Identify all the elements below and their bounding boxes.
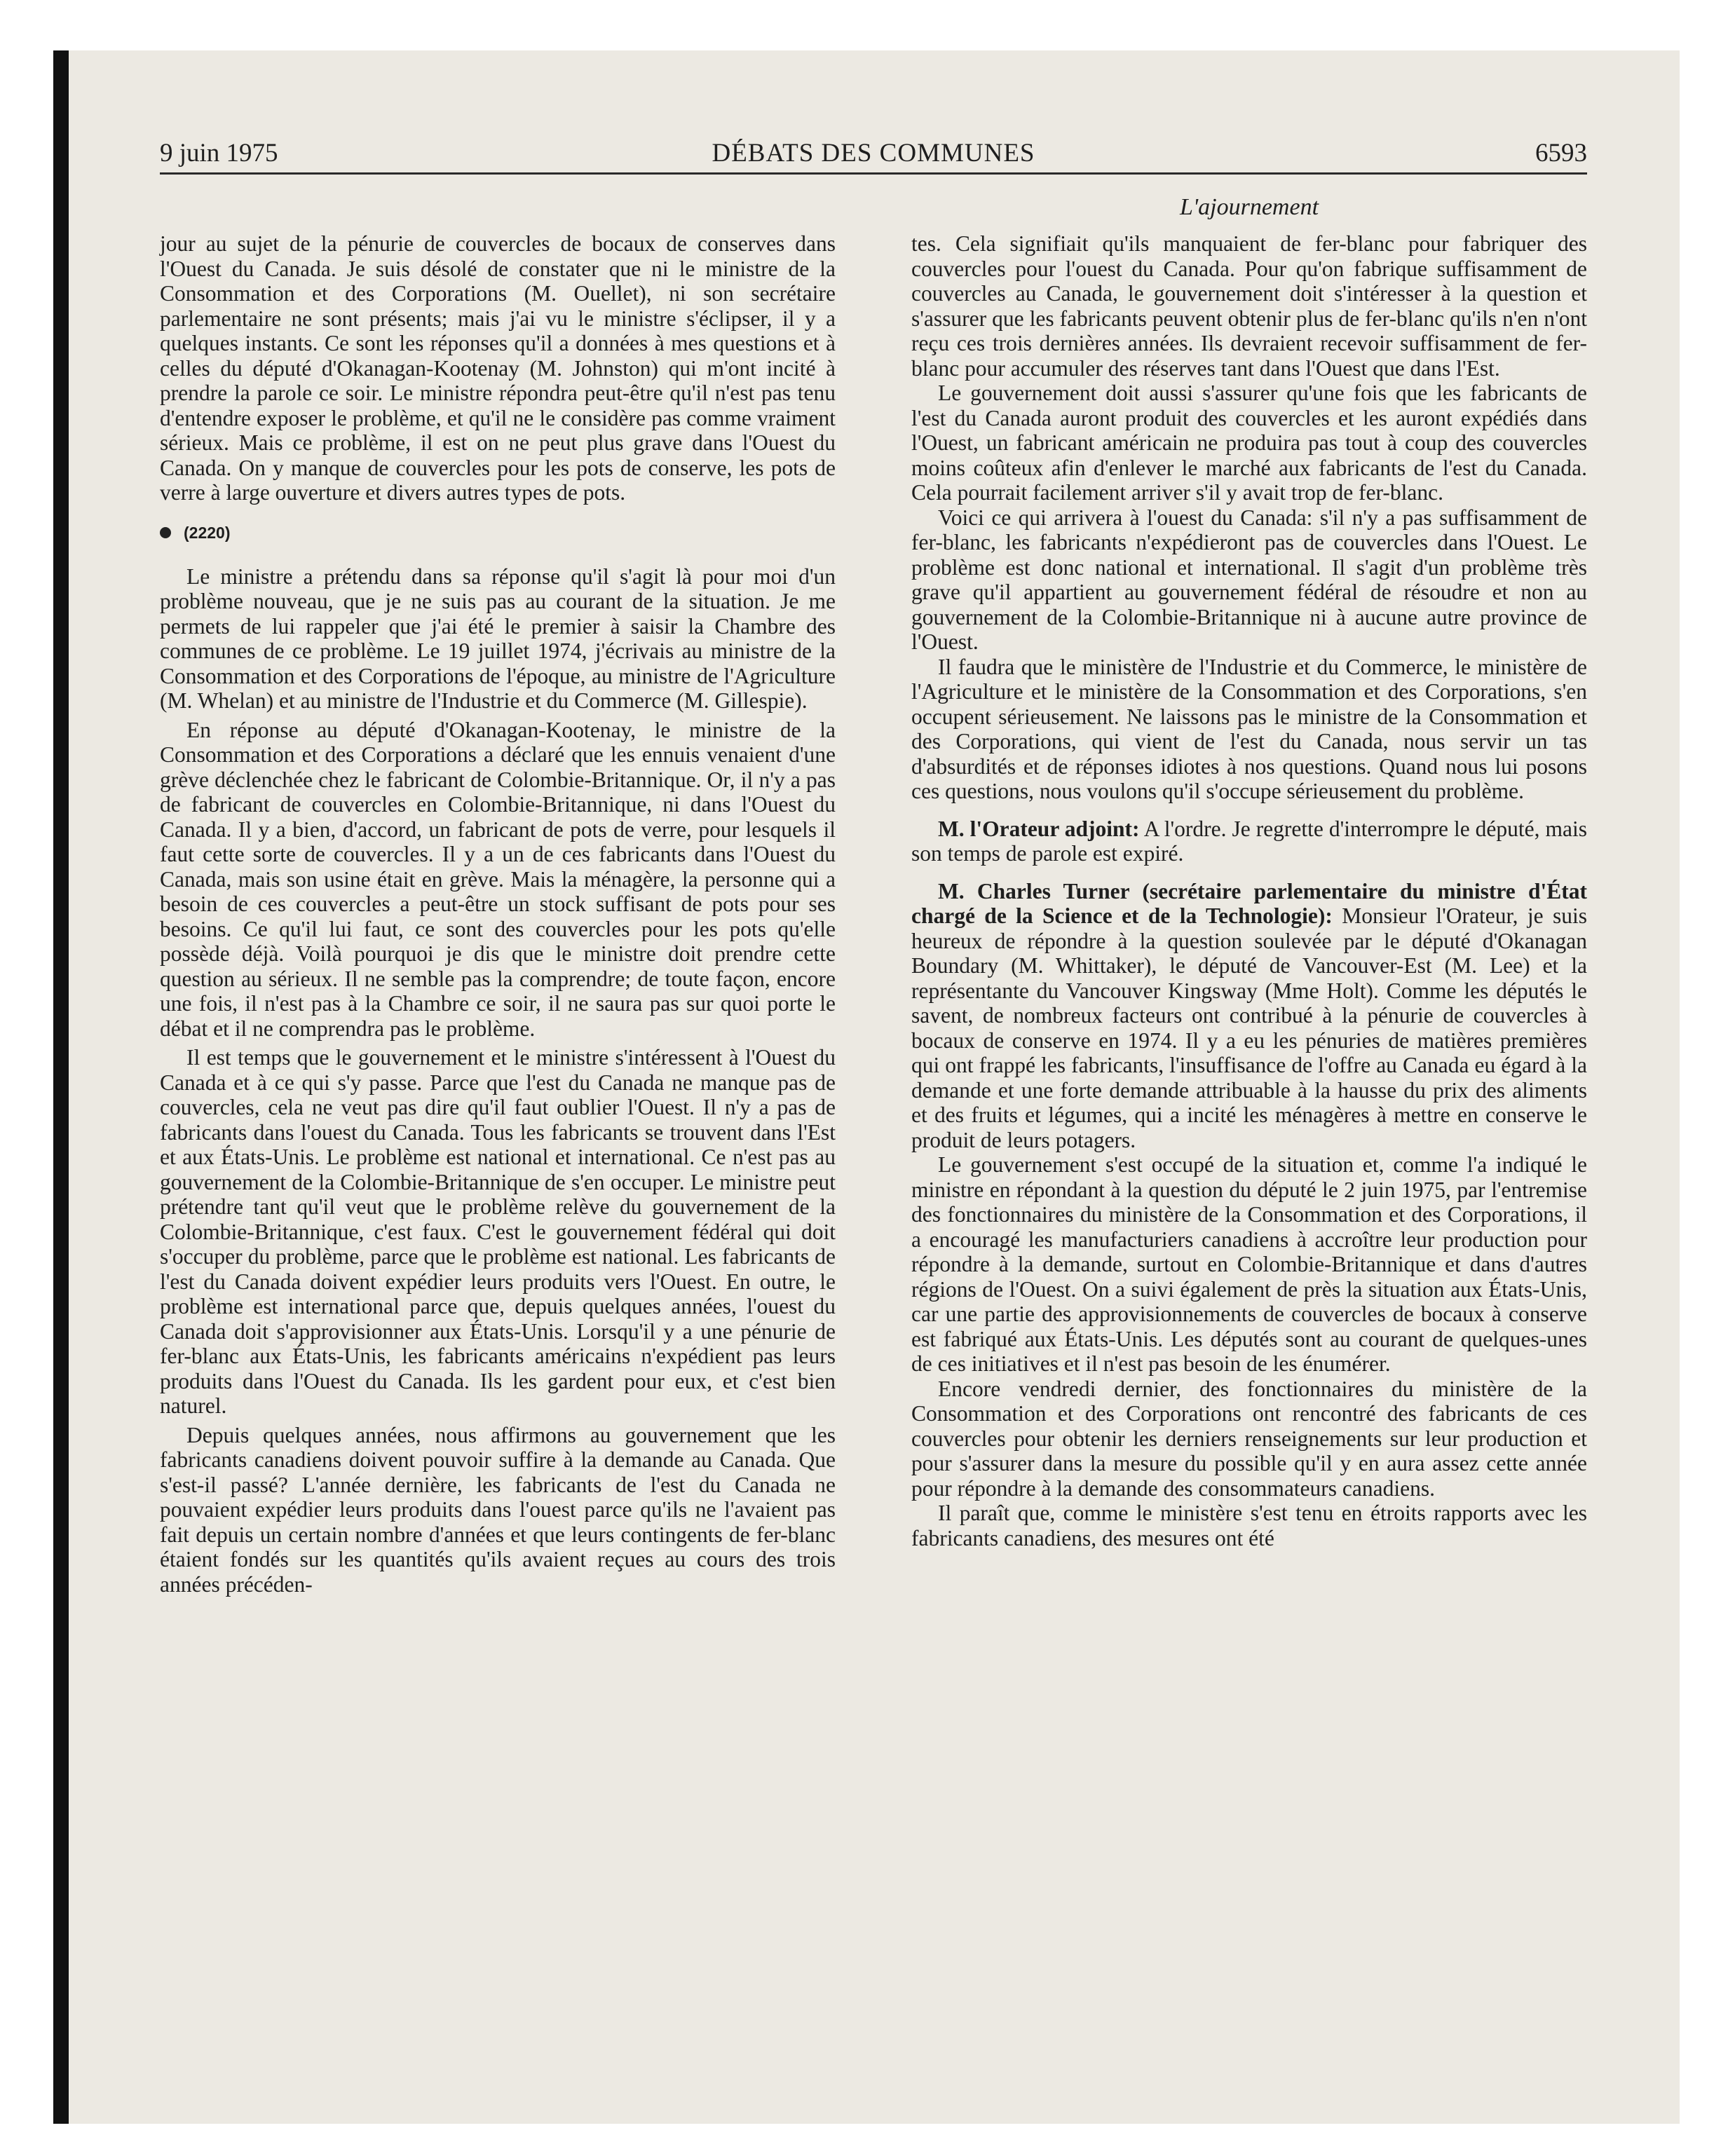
speaker-name: M. Charles Turner (secrétaire parlementaire du ministre d'État chargé de la Science et de la Technologie): [911,878,1587,928]
paragraph: Voici ce qui arrivera à l'ouest du Canada: s'il n'y a pas suffisamment de fer-blanc, les fabricants n'expédieront pas de couvercles dans l'Ouest. Le problème est donc national et international. Il s'agit d'un problème très grave qu'il appartient au gouvernement fédéral de résoudre et non au gouvernement de la Colombie-Britannique ni à aucune autre province de l'Ouest. [911,505,1587,654]
paragraph: tes. Cela signifiait qu'ils manquaient de fer-blanc pour fabriquer des couvercles pour l'ouest du Canada. Pour qu'on fabrique suffisamment de couvercles au Canada, le gouvernement doit s'intéresser à la question et s'assurer que les fabricants peuvent obtenir plus de fer-blanc qu'ils n'en n'ont reçu ces trois dernières années. Ils devraient recevoir suffisamment de fer-blanc pour accumuler des réserves tant dans l'Ouest que dans l'Est. [911,231,1587,381]
header-date: 9 juin 1975 [160,139,278,168]
paragraph: En réponse au député d'Okanagan-Kootenay, le ministre de la Consommation et des Corporations a déclaré que les ennuis venaient d'une grève déclenchée chez le fabricant de Colombie-Britannique. Or, il n'y a pas de fabricant de couvercles en Colombie-Britannique, ni dans l'Ouest du Canada. Il y a bien, d'accord, un fabricant de pots de verre, pour lesquels il faut cette sorte de couvercles. Il y a un de ces fabricants dans l'Ouest du Canada, mais son usine était en grève. Mais la ménagère, la personne qui a besoin de ces couvercles a peut-être un stock suffisant de pots pour ses besoins. Ce qu'il lui faut, ce sont des couvercles pour les pots qu'elle possède déjà. Voilà pourquoi je dis que le ministre doit prendre cette question au sérieux. Il ne semble pas la comprendre; de toute façon, encore une fois, il n'est pas à la Chambre ce soir, il ne saura pas sur quoi porte le débat et il ne comprendra pas le problème. [160,717,836,1041]
paragraph: Il faudra que le ministère de l'Industrie et du Commerce, le ministère de l'Agriculture et le ministère de la Consommation et des Corporations, s'en occupent sérieusement. Ne laissons pas le ministre de la Consommation et des Corporations, qui vient de l'est du Canada, nous servir un tas d'absurdités et de réponses idiotes à nos questions. Quand nous lui posons ces questions, nous voulons qu'il s'occupe sérieusement du problème. [911,654,1587,803]
paragraph: jour au sujet de la pénurie de couvercles de bocaux de conserves dans l'Ouest du Canada. Je suis désolé de constater que ni le ministre de la Consommation et des Corporations (M. Ouellet), ni son secrétaire parlementaire ne sont présents; mais j'ai vu le ministre s'éclipser, il y a quelques instants. Ce sont les réponses qu'il a données à mes questions et à celles du député d'Okanagan-Kootenay (M. Johnston) qui m'ont incité à prendre la parole ce soir. Le ministre répondra peut-être qu'il n'est pas tenu d'entendre exposer le problème, et qu'il ne le considère pas comme vraiment sérieux. Mais ce problème, il est on ne peut plus grave dans l'Ouest du Canada. On y manque de couvercles pour les pots de conserve, les pots de verre à large ouverture et divers autres types de pots. [160,231,836,505]
page-number: 6593 [1535,139,1587,168]
paragraph: Il paraît que, comme le ministère s'est tenu en étroits rapports avec les fabricants canadiens, des mesures ont été [911,1501,1587,1550]
paragraph: Depuis quelques années, nous affirmons au gouvernement que les fabricants canadiens doivent pouvoir suffire à la demande au Canada. Que s'est-il passé? L'année dernière, les fabricants de l'est du Canada ne pouvaient expédier leurs produits dans l'ouest parce qu'ils ne l'avaient pas fait depuis un certain nombre d'années et que leurs contingents de fer-blanc étaient fondés sur les quantités qu'ils avaient reçues au cours des trois années précéden- [160,1422,836,1597]
page-header [160,137,1587,175]
scan-edge [53,50,69,2124]
section-heading: L'ajournement [1179,194,1319,220]
speech-paragraph [911,817,1587,866]
bullet-icon [160,527,171,538]
speech-text: A l'ordre. Je regrette d'interrompre le député, mais son temps de parole est expiré. [911,816,1587,866]
paragraph: Encore vendredi dernier, des fonctionnaires du ministère de la Consommation et des Corporations ont rencontré des fabricants de ces couvercles pour obtenir les derniers renseignements sur leur production et pour s'assurer dans la mesure du possible qu'il y en aura assez cette année pour répondre à la demande des consommateurs canadiens. [911,1376,1587,1501]
speech-text: Monsieur l'Orateur, je suis heureux de répondre à la question soulevée par le député d'Okanagan Boundary (M. Whittaker), le député de Vancouver-Est (M. Lee) et la représentante du Vancouver Kingsway (Mme Holt). Comme les députés le savent, de nombreux facteurs ont contribué à la pénurie de couvercles à bocaux de conserve en 1974. Il y a eu les pénuries de matières premières qui ont frappé les fabricants, l'insuffisance de l'offre au Canada eu égard à la demande et une forte demande attribuable à la hausse du prix des aliments et des fruits et légumes, qui a incité les ménagères à mettre en conserve le produit de leurs potagers. [911,903,1587,1152]
paragraph: Le gouvernement s'est occupé de la situation et, comme l'a indiqué le ministre en répondant à la question du député le 2 juin 1975, par l'entremise des fonctionnaires du ministère de la Consommation et des Corporations, il a encouragé les manufacturiers canadiens à accroître leur production pour répondre à la demande, surtout en Colombie-Britannique et dans d'autres régions de l'Ouest. On a suivi également de près la situation aux États-Unis, car une partie des approvisionnements de couvercles de bocaux à conserve est fabriqué aux États-Unis. Les députés sont au courant de quelques-unes de ces initiatives et il n'est pas besoin de les énumérer. [911,1152,1587,1376]
right-column [911,231,1587,1550]
paragraph: Le gouvernement doit aussi s'assurer qu'une fois que les fabricants de l'est du Canada auront produit des couvercles et les auront expédiés dans l'Ouest, un fabricant américain ne produira pas tout à coup des couvercles moins coûteux afin d'enlever le marché aux fabricants de l'est du Canada. Cela pourrait facilement arriver s'il y avait trop de fer-blanc. [911,381,1587,505]
speaker-name: M. l'Orateur adjoint: [938,816,1140,841]
left-column [160,231,836,1597]
speech-paragraph [911,879,1587,1153]
time-marker-label: (2220) [184,523,231,542]
paragraph: Il est temps que le gouvernement et le ministre s'intéressent à l'Ouest du Canada et à ce qui s'y passe. Parce que l'est du Canada ne manque pas de couvercles, cela ne veut pas dire qu'il faut oublier l'Ouest. Il n'y a pas de fabricants dans l'ouest du Canada. Tous les fabricants se trouvent dans l'Est et aux États-Unis. Le problème est national et international. Ce n'est pas au gouvernement de la Colombie-Britannique de s'en occuper. Le ministre peut prétendre tant qu'il veut que le problème relève du gouvernement de la Colombie-Britannique, c'est faux. C'est le gouvernement fédéral qui doit s'occuper du problème, parce que le problème est national. Les fabricants de l'est du Canada doivent expédier leurs produits vers l'Ouest. En outre, le problème est international parce que, depuis quelques années, l'ouest du Canada doit s'approvisionner aux États-Unis. Lorsqu'il y a une pénurie de fer-blanc aux États-Unis, les fabricants américains n'expédient pas leurs produits dans l'Ouest du Canada. Ils les gardent pour eux, et c'est bien naturel. [160,1045,836,1418]
paragraph: Le ministre a prétendu dans sa réponse qu'il s'agit là pour moi d'un problème nouveau, que je ne suis pas au courant de la situation. Je me permets de lui rappeler que j'ai été le premier à saisir la Chambre des communes de ce problème. Le 19 juillet 1974, j'écrivais au ministre de la Consommation et des Corporations de l'époque, au ministre de l'Agriculture (M. Whelan) et au ministre de l'Industrie et du Commerce (M. Gillespie). [160,564,836,713]
time-marker [160,522,836,543]
header-title: DÉBATS DES COMMUNES [712,139,1035,168]
